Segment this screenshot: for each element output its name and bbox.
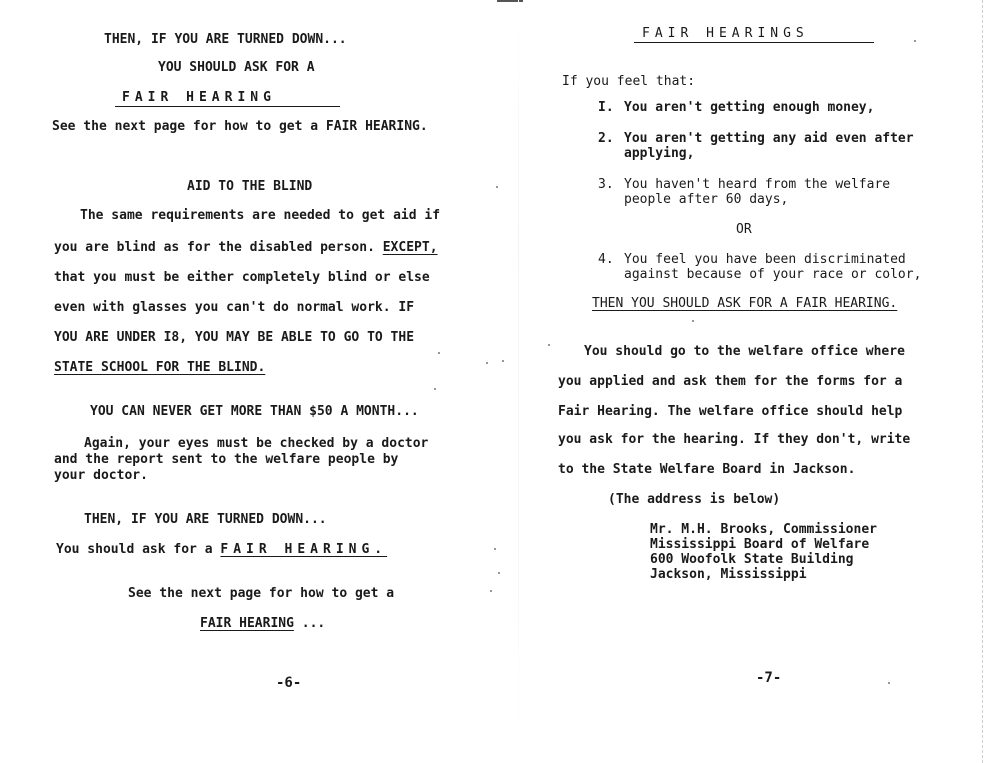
right-page bbox=[540, 0, 980, 763]
paragraph-line: You should go to the welfare office where bbox=[584, 344, 905, 359]
paragraph-line: Again, your eyes must be checked by a doctor bbox=[84, 436, 429, 451]
turned-down-line: THEN, IF YOU ARE TURNED DOWN... bbox=[104, 32, 347, 47]
page-number-right: -7- bbox=[756, 670, 782, 686]
address-line: 600 Woofolk State Building bbox=[650, 552, 854, 567]
scan-speck bbox=[494, 548, 496, 550]
paragraph-line: and the report sent to the welfare people by bbox=[54, 452, 399, 467]
turned-down-line-2: THEN, IF YOU ARE TURNED DOWN... bbox=[84, 512, 327, 527]
page-fold bbox=[518, 0, 519, 763]
scan-speck bbox=[692, 320, 694, 322]
paragraph-line: Fair Hearing. The welfare office should help bbox=[558, 404, 903, 419]
scan-speck bbox=[438, 352, 440, 354]
max-amount-line: YOU CAN NEVER GET MORE THAN $50 A MONTH... bbox=[90, 404, 419, 419]
fair-hearing-end-line: FAIR HEARING ... bbox=[200, 616, 326, 631]
scan-speck bbox=[548, 344, 550, 346]
scan-speck bbox=[434, 388, 436, 390]
then-ask-line: THEN YOU SHOULD ASK FOR A FAIR HEARING. bbox=[592, 296, 898, 311]
fair-hearing-link: FAIR HEARING. bbox=[220, 542, 388, 557]
page-number-left: -6- bbox=[276, 675, 302, 691]
or-text: OR bbox=[736, 222, 752, 237]
see-next-page-line: See the next page for how to get a FAIR HEARING. bbox=[52, 119, 428, 134]
intro-line: If you feel that: bbox=[562, 74, 696, 89]
paragraph-line: you ask for the hearing. If they don't, write bbox=[558, 432, 911, 447]
list-item-continuation: against because of your race or color, bbox=[624, 267, 922, 282]
scan-speck bbox=[888, 682, 890, 684]
list-item: 2. You aren't getting any aid even after bbox=[598, 131, 914, 146]
list-item: I. You aren't getting enough money, bbox=[598, 100, 875, 115]
section-title: AID TO THE BLIND bbox=[187, 179, 313, 194]
state-school-line: STATE SCHOOL FOR THE BLIND. bbox=[54, 360, 266, 375]
except-word: EXCEPT, bbox=[382, 240, 438, 255]
fair-hearing-heading: FAIR HEARING bbox=[122, 90, 276, 105]
should-ask-line: You should ask for a FAIR HEARING. bbox=[56, 542, 388, 557]
list-item: 4. You feel you have been discriminated bbox=[598, 252, 906, 267]
paragraph-line: even with glasses you can't do normal work. IF bbox=[54, 300, 415, 315]
scan-speck bbox=[914, 40, 916, 42]
heading-underline bbox=[634, 42, 874, 43]
fair-hearings-heading: FAIR HEARINGS bbox=[642, 26, 809, 41]
paragraph-line: your doctor. bbox=[54, 468, 148, 483]
paragraph-line: you are blind as for the disabled person. EXCEPT, bbox=[54, 240, 438, 255]
scan-speck bbox=[496, 186, 498, 188]
list-item-continuation: applying, bbox=[624, 146, 695, 161]
address-line: Mississippi Board of Welfare bbox=[650, 537, 870, 552]
list-item-continuation: people after 60 days, bbox=[624, 192, 789, 207]
scan-speck bbox=[490, 590, 492, 592]
scan-speck bbox=[486, 362, 488, 364]
list-item: 3. You haven't heard from the welfare bbox=[598, 177, 891, 192]
paragraph-line: The same requirements are needed to get aid if bbox=[80, 208, 441, 223]
scan-speck bbox=[502, 360, 504, 362]
address-line: Mr. M.H. Brooks, Commissioner bbox=[650, 522, 877, 537]
paragraph-line: that you must be either completely blind or else bbox=[54, 270, 430, 285]
top-edge-mark bbox=[497, 0, 523, 2]
address-line: Jackson, Mississippi bbox=[650, 567, 807, 582]
paragraph-line: YOU ARE UNDER I8, YOU MAY BE ABLE TO GO TO THE bbox=[54, 330, 415, 345]
see-next-line: See the next page for how to get a bbox=[128, 586, 395, 601]
ask-for-line: YOU SHOULD ASK FOR A bbox=[158, 60, 315, 75]
address-note: (The address is below) bbox=[608, 492, 781, 507]
right-edge-border bbox=[982, 0, 984, 763]
heading-underline bbox=[115, 106, 340, 107]
scan-speck bbox=[498, 572, 500, 574]
paragraph-line: to the State Welfare Board in Jackson. bbox=[558, 462, 856, 477]
paragraph-line: you applied and ask them for the forms for a bbox=[558, 374, 903, 389]
